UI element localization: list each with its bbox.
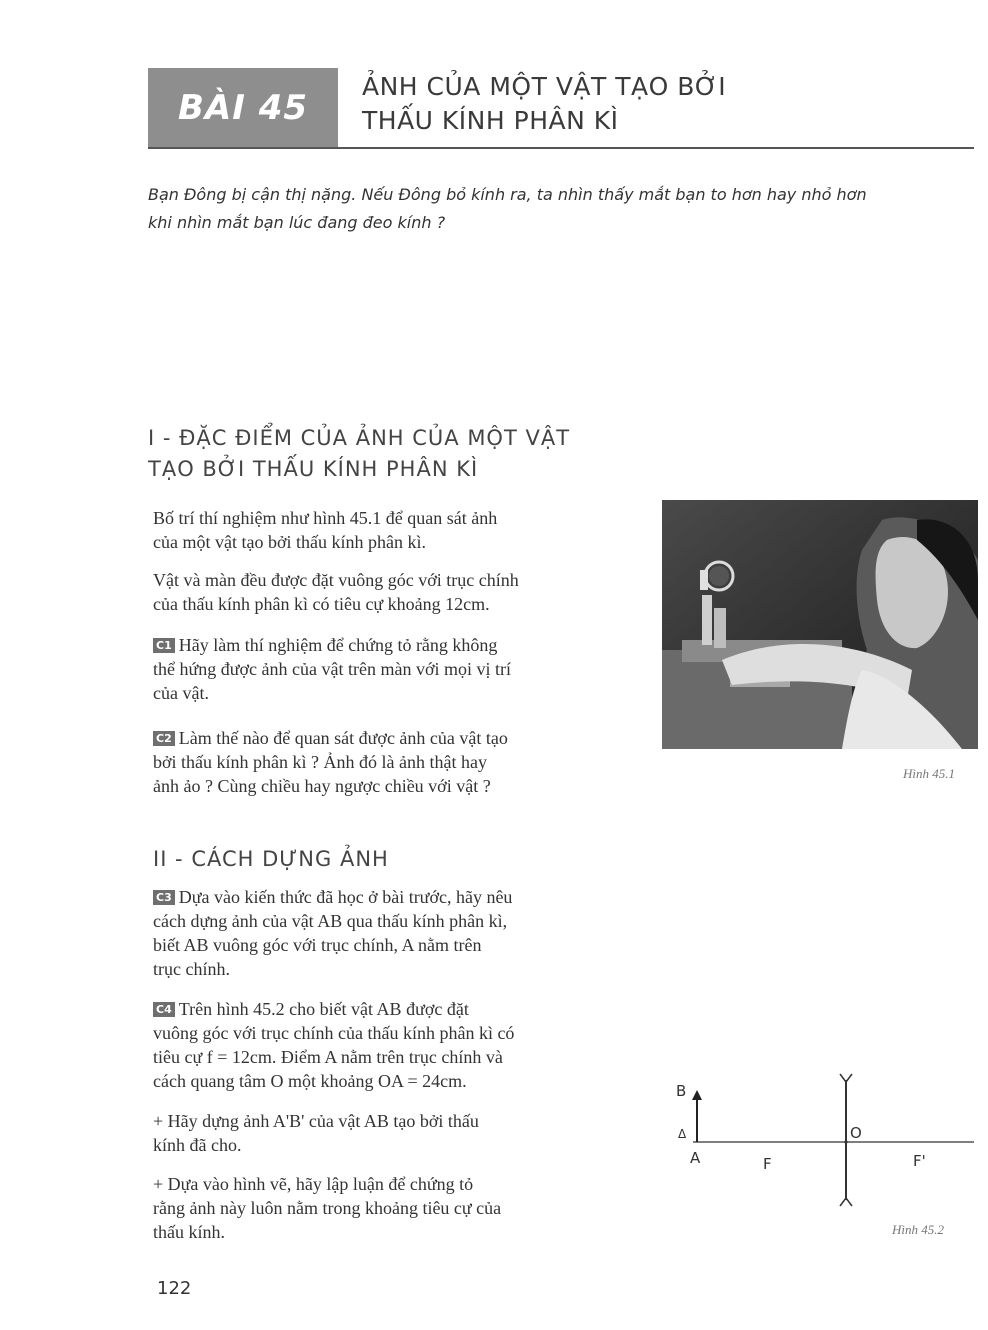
section1-paragraph-2 [153, 568, 633, 616]
text-line: cách dựng ảnh của vật AB qua thấu kính phân kì, [153, 911, 508, 931]
text-line: Bố trí thí nghiệm như hình 45.1 để quan sát ảnh [153, 508, 498, 528]
text-line: + Hãy dựng ảnh A'B' của vật AB tạo bởi thấu [153, 1111, 479, 1131]
figure-45-1-caption: Hình 45.1 [903, 766, 955, 781]
text-line: trục chính. [153, 959, 230, 979]
section2-title [153, 844, 389, 875]
intro-question [148, 181, 978, 237]
c1-badge: C1 [153, 638, 175, 653]
intro-line: Bạn Đông bị cận thị nặng. Nếu Đông bỏ kính ra, ta nhìn thấy mắt bạn to hơn hay nhỏ hơn [148, 185, 867, 204]
section1-paragraph-1 [153, 506, 633, 554]
lens-diagram [668, 1070, 978, 1220]
label-delta: Δ [678, 1127, 687, 1141]
title-divider [148, 147, 974, 149]
text-line: tiêu cự f = 12cm. Điểm A nằm trên trục chính và [153, 1047, 503, 1067]
lesson-title-line1: ẢNH CỦA MỘT VẬT TẠO BỞI [362, 72, 727, 101]
section1-title-line2: TẠO BỞI THẤU KÍNH PHÂN KÌ [148, 457, 479, 481]
experiment-photo [662, 500, 978, 749]
lens-bottom-marker [840, 1198, 852, 1206]
section1-title-line1: I - ĐẶC ĐIỂM CỦA ẢNH CỦA MỘT VẬT [148, 426, 571, 450]
text-line: cách quang tâm O một khoảng OA = 24cm. [153, 1071, 467, 1091]
task-bullet-2 [153, 1172, 633, 1244]
lesson-title-line2: THẤU KÍNH PHÂN KÌ [362, 106, 619, 135]
section2-title-line: II - CÁCH DỰNG ẢNH [153, 847, 389, 871]
text-line: thể hứng được ảnh của vật trên màn với mọi vị trí [153, 659, 511, 679]
lesson-title [362, 70, 802, 138]
intro-line: khi nhìn mắt bạn lúc đang đeo kính ? [148, 213, 446, 232]
lesson-label: BÀI 45 [148, 68, 338, 148]
text-line: của vật. [153, 683, 209, 703]
text-line: bởi thấu kính phân kì ? Ảnh đó là ảnh thật hay [153, 752, 487, 772]
c2-badge: C2 [153, 731, 175, 746]
label-f-prime: F' [913, 1152, 926, 1170]
text-line: vuông góc với trục chính của thấu kính phân kì có [153, 1023, 515, 1043]
c3-badge: C3 [153, 890, 175, 905]
label-b: B [676, 1082, 687, 1100]
text-line: biết AB vuông góc với trục chính, A nằm trên [153, 935, 482, 955]
figure-45-2-caption: Hình 45.2 [892, 1222, 944, 1237]
question-c3 [153, 885, 633, 981]
text-line: thấu kính. [153, 1222, 225, 1242]
text-line: ảnh ảo ? Cùng chiều hay ngược chiều với vật ? [153, 776, 491, 796]
section1-title [148, 423, 570, 485]
label-f: F [763, 1155, 772, 1173]
text-line: Dựa vào kiến thức đã học ở bài trước, hãy nêu [178, 887, 513, 907]
page-number: 122 [157, 1278, 192, 1299]
optical-center-point [844, 1140, 847, 1143]
question-c1 [153, 633, 633, 705]
text-line: Hãy làm thí nghiệm để chứng tỏ rằng không [178, 635, 498, 655]
question-c2 [153, 726, 633, 798]
c4-badge: C4 [153, 1002, 175, 1017]
text-line: + Dựa vào hình vẽ, hãy lập luận để chứng tỏ [153, 1174, 474, 1194]
lens-top-marker [840, 1074, 852, 1082]
text-line: rằng ảnh này luôn nằm trong khoảng tiêu cự của [153, 1198, 502, 1218]
object-arrow-head [692, 1090, 702, 1100]
text-line: của một vật tạo bởi thấu kính phân kì. [153, 532, 426, 552]
label-a: A [690, 1149, 701, 1167]
task-bullet-1 [153, 1109, 633, 1157]
text-line: kính đã cho. [153, 1135, 242, 1155]
label-o: O [850, 1124, 862, 1142]
text-line: Trên hình 45.2 cho biết vật AB được đặt [178, 999, 469, 1019]
text-line: Vật và màn đều được đặt vuông góc với trục chính [153, 570, 519, 590]
question-c4 [153, 997, 633, 1093]
text-line: Làm thế nào để quan sát được ảnh của vật tạo [178, 728, 508, 748]
text-line: của thấu kính phân kì có tiêu cự khoảng 12cm. [153, 594, 490, 614]
